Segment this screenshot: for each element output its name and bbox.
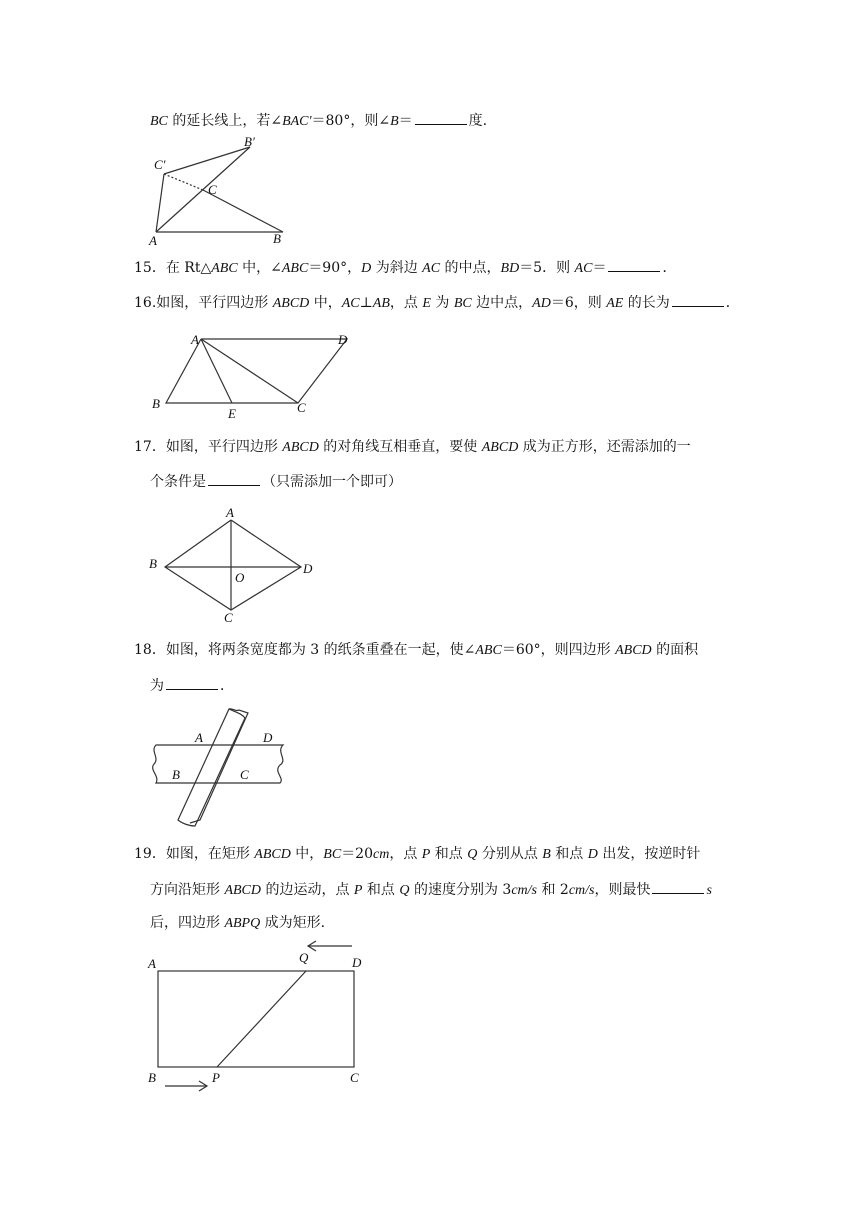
q14-label-c-prime: C′ bbox=[154, 157, 166, 172]
q18-text-line-2: 为 ． bbox=[150, 675, 234, 696]
q18-text-line-1: 18．如图，将两条宽度都为 3 的纸条重叠在一起，使∠ABC＝60°，则四边形 ABCD 的面积 bbox=[134, 642, 699, 658]
q17-label-c: C bbox=[224, 610, 233, 625]
q17-text-line-1: 17．如图，平行四边形 ABCD 的对角线互相垂直，要使 ABCD 成为正方形，还需添加的一 bbox=[134, 439, 691, 455]
q18-label-d: D bbox=[263, 730, 273, 745]
q17-label-a: A bbox=[226, 505, 234, 520]
q19-text-line-2: 方向沿矩形 ABCD 的边运动，点 P 和点 Q 的速度分别为 3cm/s 和 2cm/s，则最快 s bbox=[150, 879, 712, 901]
q17-text-line-2: 个条件是 （只需添加一个即可） bbox=[150, 471, 402, 492]
q17-label-o: O bbox=[235, 570, 245, 585]
q19-label-b: B bbox=[148, 1070, 156, 1085]
q18-label-c: C bbox=[240, 767, 249, 782]
q19-text-line-3: 后，四边形 ABPQ 成为矩形. bbox=[150, 915, 326, 931]
q17-label-b: B bbox=[149, 556, 157, 571]
q14-label-c: C bbox=[208, 182, 217, 197]
q19-label-q: Q bbox=[299, 950, 309, 965]
q16-label-c: C bbox=[297, 400, 306, 415]
q18-label-a: A bbox=[195, 730, 203, 745]
q16-label-e: E bbox=[228, 406, 236, 421]
q14-label-b: B bbox=[273, 231, 281, 246]
q15-text-line: 15．在 Rt△ABC 中，∠ABC＝90°，D 为斜边 AC 的中点，BD＝5．则 AC＝ ． bbox=[134, 257, 676, 279]
q14-label-b-prime: B′ bbox=[244, 134, 255, 149]
q14-text-line: BC 的延长线上，若∠BAC'＝80°，则∠B＝ 度. bbox=[150, 110, 487, 132]
q19-label-d: D bbox=[352, 955, 362, 970]
q19-label-c: C bbox=[350, 1070, 359, 1085]
q16-text-line: 16.如图，平行四边形 ABCD 中，AC⊥AB，点 E 为 BC 边中点，AD＝6，则 AE 的长为 ． bbox=[134, 292, 740, 314]
q16-label-a: A bbox=[191, 332, 199, 347]
q16-label-b: B bbox=[152, 396, 160, 411]
q14-label-a: A bbox=[149, 233, 157, 248]
q19-label-a: A bbox=[148, 956, 156, 971]
q18-label-b: B bbox=[172, 767, 180, 782]
q19-label-p: P bbox=[212, 1070, 220, 1085]
q19-text-line-1: 19．如图，在矩形 ABCD 中，BC＝20cm，点 P 和点 Q 分别从点 B 和点 D 出发，按逆时针 bbox=[134, 846, 701, 862]
q17-label-d: D bbox=[303, 561, 313, 576]
q16-label-d: D bbox=[338, 332, 348, 347]
